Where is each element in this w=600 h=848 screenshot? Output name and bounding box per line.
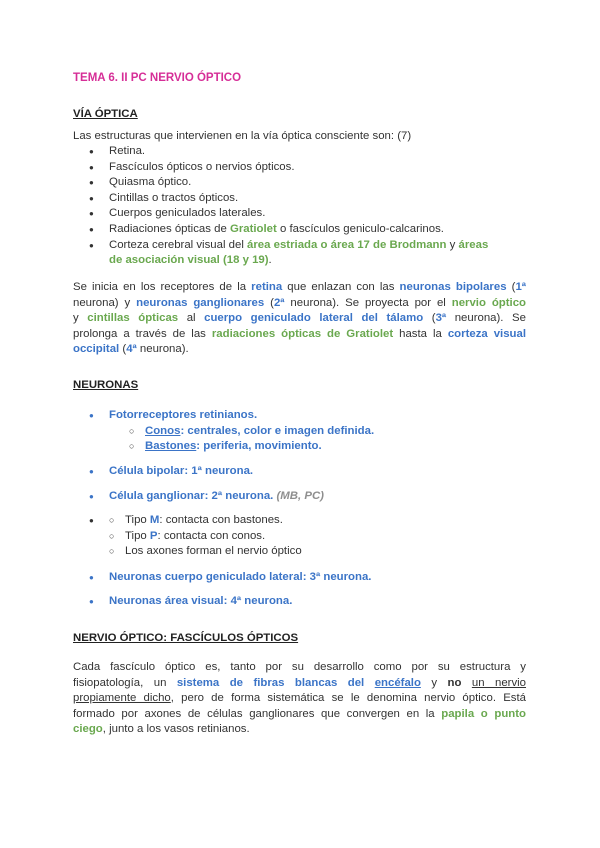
highlight-cuerpo-geniculado: cuerpo geniculado lateral del tálamo bbox=[204, 312, 424, 325]
text: : 2ª neurona. bbox=[204, 490, 277, 502]
sub-list bbox=[109, 424, 533, 455]
section-heading-nervio-optico: NERVIO ÓPTICO: FASCÍCULOS ÓPTICOS bbox=[73, 632, 299, 644]
text: : contacta con bastones. bbox=[159, 514, 283, 526]
list-item: ● Cintillas o tractos ópticos. bbox=[73, 191, 533, 207]
paragraph-line: Cada fascículo óptico es, tanto por su desarrollo como por su estructura y bbox=[73, 661, 526, 673]
list-item bbox=[109, 439, 533, 455]
emphasis-no: no bbox=[447, 676, 462, 689]
text: hasta la bbox=[393, 327, 448, 340]
text: Tipo bbox=[125, 529, 150, 542]
text: , pero de forma sistemática se le denomina nervio óptico. Está bbox=[170, 692, 527, 705]
nervio-optico-paragraph bbox=[73, 660, 526, 738]
fotorreceptores-label: Fotorreceptores retinianos. bbox=[109, 409, 258, 421]
list-item bbox=[89, 513, 533, 529]
list-item bbox=[73, 222, 533, 238]
highlight-area-17: área estriada o área 17 de Brodmann bbox=[247, 238, 447, 251]
text: Tipo bbox=[125, 514, 150, 526]
conos-label: Conos bbox=[145, 424, 181, 437]
sub-list bbox=[89, 513, 533, 560]
via-optica-list bbox=[73, 144, 533, 269]
ganglionar-sub-list-wrap bbox=[73, 513, 533, 560]
list-item bbox=[109, 424, 533, 440]
text: fisiopatología, un bbox=[73, 676, 177, 689]
highlight-gratiolet: Gratiolet bbox=[229, 222, 277, 235]
text: al bbox=[178, 312, 205, 325]
paragraph-line bbox=[73, 707, 526, 723]
via-optica-paragraph bbox=[73, 280, 526, 358]
list-item bbox=[73, 570, 533, 586]
text: Radiaciones ópticas de bbox=[109, 222, 230, 235]
paragraph-line bbox=[73, 327, 526, 343]
paragraph-line bbox=[73, 722, 526, 738]
highlight-radiaciones: radiaciones ópticas de Gratiolet bbox=[211, 327, 394, 340]
list-item bbox=[73, 489, 533, 505]
paragraph-line bbox=[73, 676, 526, 692]
text: neurona). Se proyecta por el bbox=[284, 296, 452, 309]
text: prolonga a través de las bbox=[73, 327, 212, 340]
list-item: ● Retina. bbox=[73, 144, 533, 160]
text: neurona) y bbox=[73, 296, 137, 309]
highlight-retina: retina bbox=[251, 281, 283, 293]
list-item: ● Cuerpos geniculados laterales. bbox=[73, 206, 533, 222]
paragraph-line bbox=[73, 342, 526, 358]
text: Se inicia en los receptores de la bbox=[73, 281, 252, 293]
highlight-cintillas: cintillas ópticas bbox=[87, 312, 179, 325]
highlight-areas: áreas bbox=[458, 238, 489, 251]
text bbox=[461, 677, 471, 689]
highlight-ciego: ciego bbox=[73, 723, 103, 736]
text: 3ª neurona. bbox=[306, 571, 372, 583]
neuron-number: 4ª bbox=[126, 343, 137, 356]
list-item: ● Quiasma óptico. bbox=[73, 175, 533, 191]
list-item bbox=[73, 464, 533, 480]
text: . bbox=[268, 254, 272, 267]
highlight-papila: papila o punto bbox=[441, 707, 527, 720]
sub-list-container bbox=[73, 513, 533, 560]
text: formado por axones de células ganglionares que convergen en la bbox=[73, 707, 442, 720]
text: : 1ª neurona. bbox=[184, 465, 254, 477]
neuronas-list-geniculado bbox=[73, 570, 533, 586]
neuronas-list-fotorreceptores bbox=[73, 408, 533, 455]
text bbox=[364, 677, 374, 689]
text: y bbox=[446, 238, 459, 251]
bastones-label: Bastones bbox=[145, 440, 197, 453]
text: , junto a los vasos retinianos. bbox=[102, 723, 250, 736]
list-item: ● Fascículos ópticos o nervios ópticos. bbox=[73, 160, 533, 176]
underline-un-nervio: un nervio bbox=[471, 676, 527, 689]
neuron-number: 2ª bbox=[273, 296, 285, 309]
neuronas-list-bipolar bbox=[73, 464, 533, 480]
underline-propiamente: propiamente dicho bbox=[73, 692, 171, 705]
text: : periferia, movimiento. bbox=[196, 440, 322, 453]
text: ( bbox=[506, 281, 516, 293]
tipo-m-letter: M bbox=[149, 514, 160, 526]
section-heading-neuronas: NEURONAS bbox=[73, 379, 139, 391]
ganglionar-label: Célula ganglionar bbox=[109, 490, 205, 502]
text: y bbox=[420, 676, 448, 689]
text: que enlazan con las bbox=[282, 281, 400, 293]
neuronas-list-area-visual bbox=[73, 594, 533, 610]
text: : contacta con conos. bbox=[157, 529, 266, 542]
highlight-sistema-fibras: sistema de fibras blancas del bbox=[176, 676, 365, 689]
list-item: ○ Los axones forman el nervio óptico bbox=[89, 544, 533, 560]
ganglionar-note: (MB, PC) bbox=[276, 490, 324, 502]
highlight-ganglionares: neuronas ganglionares bbox=[136, 296, 265, 309]
paragraph-line bbox=[73, 311, 526, 327]
list-item bbox=[89, 529, 533, 545]
list-item bbox=[73, 238, 533, 269]
text: ( bbox=[119, 343, 127, 356]
list-item bbox=[73, 408, 533, 455]
highlight-corteza: corteza visual bbox=[447, 327, 527, 340]
highlight-asociacion: de asociación visual (18 y 19) bbox=[109, 254, 269, 267]
area-visual-label: Neuronas área visual bbox=[109, 595, 224, 607]
text: y bbox=[73, 312, 88, 325]
section-heading-via-optica: VÍA ÓPTICA bbox=[73, 108, 138, 120]
text: : 4ª neurona. bbox=[223, 595, 293, 607]
highlight-bipolares: neuronas bipolares bbox=[399, 281, 507, 293]
text: : centrales, color e imagen definida. bbox=[180, 424, 375, 437]
neuron-number: 3ª bbox=[435, 312, 447, 325]
paragraph-line bbox=[73, 280, 526, 296]
paragraph-line bbox=[73, 691, 526, 707]
text: neurona). Se bbox=[446, 312, 526, 325]
text: neurona). bbox=[136, 343, 189, 356]
text: o fascículos geniculo-calcarinos. bbox=[276, 222, 444, 235]
text: ( bbox=[264, 296, 274, 309]
list-item bbox=[73, 594, 533, 610]
text: Corteza cerebral visual del bbox=[109, 238, 248, 251]
via-optica-intro: Las estructuras que intervienen en la vía óptica consciente son: (7) bbox=[73, 130, 412, 142]
geniculado-label: Neuronas cuerpo geniculado lateral: bbox=[109, 571, 307, 583]
paragraph-line bbox=[73, 296, 526, 312]
neuronas-list-ganglionar bbox=[73, 489, 533, 505]
highlight-occipital: occipital bbox=[73, 343, 120, 356]
highlight-nervio-optico: nervio óptico bbox=[451, 296, 527, 309]
tipo-p-letter: P bbox=[149, 529, 158, 542]
highlight-encefalo: encéfalo bbox=[374, 676, 421, 689]
text: ( bbox=[423, 312, 436, 325]
bipolar-label: Célula bipolar bbox=[109, 465, 185, 477]
page-title: TEMA 6. II PC NERVIO ÓPTICO bbox=[73, 72, 242, 84]
neuron-number: 1ª bbox=[515, 281, 527, 293]
